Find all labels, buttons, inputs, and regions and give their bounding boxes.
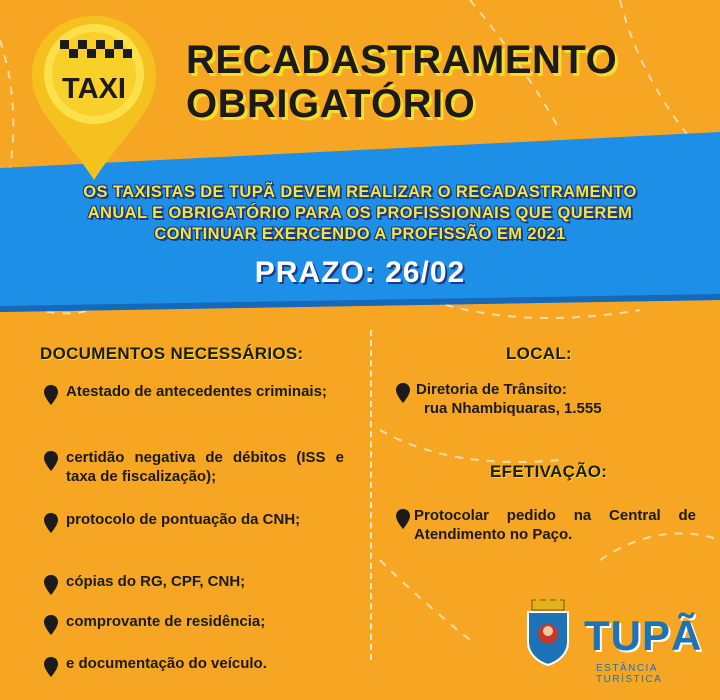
column-divider bbox=[370, 330, 372, 660]
effectuation-text: Protocolar pedido na Central de Atendimento no Paço. bbox=[414, 507, 696, 543]
crest-icon bbox=[522, 598, 574, 666]
map-pin-icon bbox=[44, 385, 58, 405]
list-item bbox=[44, 382, 344, 401]
banner-text bbox=[20, 182, 700, 245]
title-line-1: RECADASTRAMENTO bbox=[186, 38, 618, 82]
taxi-badge-text: TAXI bbox=[62, 73, 126, 105]
banner-line: OS TAXISTAS DE TUPÃ DEVEM REALIZAR O RECADASTRAMENTO bbox=[83, 183, 637, 201]
page-title bbox=[186, 38, 617, 126]
map-pin-icon bbox=[44, 513, 58, 533]
document-item-text: certidão negativa de débitos (ISS e taxa de fiscalização); bbox=[66, 449, 344, 485]
banner-line: CONTINUAR EXERCENDO A PROFISSÃO EM 2021 bbox=[154, 225, 566, 243]
banner-line: ANUAL E OBRIGATÓRIO PARA OS PROFISSIONAIS QUE QUEREM bbox=[87, 204, 633, 222]
effectuation-item bbox=[396, 506, 696, 544]
document-item-text: cópias do RG, CPF, CNH; bbox=[66, 573, 246, 590]
document-item-text: comprovante de residência; bbox=[66, 613, 266, 630]
logo-tagline: ESTÂNCIA TURÍSTICA bbox=[596, 663, 663, 685]
title-line-2: OBRIGATÓRIO bbox=[186, 82, 476, 126]
document-item-text: Atestado de antecedentes criminais; bbox=[66, 383, 327, 400]
deadline-text: PRAZO: 26/02 bbox=[254, 256, 466, 289]
list-item bbox=[44, 572, 344, 591]
location-address: rua Nhambiquaras, 1.555 bbox=[424, 400, 602, 417]
map-pin-icon bbox=[44, 451, 58, 471]
list-item bbox=[44, 612, 344, 631]
location-item bbox=[396, 380, 696, 418]
map-pin-icon bbox=[396, 509, 410, 529]
effectuation-heading: EFETIVAÇÃO: bbox=[490, 462, 608, 481]
taxi-pin-icon bbox=[26, 12, 162, 182]
documents-heading: DOCUMENTOS NECESSÁRIOS: bbox=[40, 344, 304, 363]
map-pin-icon bbox=[44, 657, 58, 677]
list-item bbox=[44, 448, 344, 486]
map-pin-icon bbox=[396, 383, 410, 403]
location-heading: LOCAL: bbox=[506, 344, 573, 363]
document-item-text: protocolo de pontuação da CNH; bbox=[66, 511, 301, 528]
location-name: Diretoria de Trânsito: bbox=[416, 381, 567, 398]
list-item bbox=[44, 510, 344, 529]
logo-name: TUPÃ bbox=[584, 612, 703, 659]
document-item-text: e documentação do veículo. bbox=[66, 655, 267, 672]
list-item bbox=[44, 654, 344, 673]
map-pin-icon bbox=[44, 575, 58, 595]
map-pin-icon bbox=[44, 615, 58, 635]
